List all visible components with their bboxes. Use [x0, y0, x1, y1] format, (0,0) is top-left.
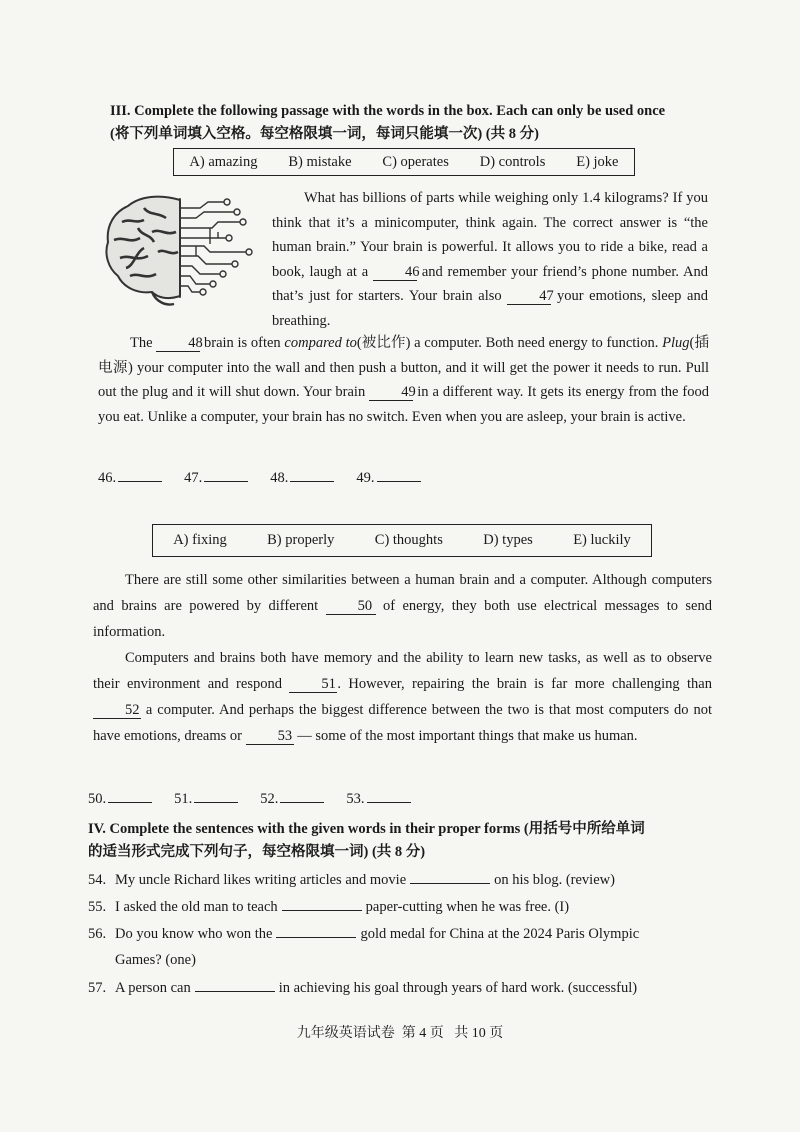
answer-slot: 48.	[270, 470, 334, 487]
answer-blank[interactable]	[276, 937, 356, 938]
answer-row-2	[88, 791, 411, 808]
section-3-title	[110, 100, 710, 146]
answer-slot: 47.	[184, 470, 248, 487]
section-4-title-en: IV. Complete the sentences with the given words in their proper forms	[88, 821, 521, 837]
word-option: D) types	[483, 532, 533, 548]
section-4-title-cn: 的适当形式完成下列句子，每空格限填一词) (共 8 分)	[88, 844, 426, 860]
answer-line[interactable]	[204, 481, 248, 482]
answer-line[interactable]	[194, 802, 238, 803]
passage-paragraph-3: There are still some other similarities between a human brain and a computer. Although computers and brains are powered by different 50 of energy, they both use electrical messages to send information.	[93, 572, 712, 640]
blank-48: 48	[156, 335, 200, 352]
answer-blank[interactable]	[410, 883, 490, 884]
page-footer: 九年级英语试卷 第 4 页 共 10 页	[296, 1026, 504, 1041]
answer-slot: 46.	[98, 470, 162, 487]
answer-blank[interactable]	[195, 991, 275, 992]
answer-slot: 51.	[174, 791, 238, 808]
passage-paragraph-1: What has billions of parts while weighing only 1.4 kilograms? If you think that it’s a minicomputer, think again. The correct answer is “the human brain.” Your brain is powerful. It allows you to ride a bike, read a book, laugh at a 46 and remember your friend’s phone number. And that’s just for starters. Your brain also 47 your emotions, sleep and breathing.	[272, 190, 708, 329]
word-option: C) thoughts	[374, 532, 443, 548]
word-box-1	[173, 148, 635, 176]
answer-line[interactable]	[377, 481, 421, 482]
answer-line[interactable]	[118, 481, 162, 482]
blank-53: 53	[246, 728, 294, 745]
answer-slot: 50.	[88, 791, 152, 808]
question-54: 54. My uncle Richard likes writing articles and movie on his blog. (review)	[88, 872, 615, 888]
blank-49: 49	[369, 384, 413, 401]
question-56: 56. Do you know who won the gold medal for China at the 2024 Paris Olympic Games? (one)	[88, 926, 640, 968]
word-option: E) luckily	[573, 532, 631, 548]
word-option: C) operates	[382, 153, 449, 170]
word-option: B) properly	[267, 532, 335, 548]
word-option: B) mistake	[288, 153, 352, 170]
answer-line[interactable]	[280, 802, 324, 803]
section-3-title-en: III. Complete the following passage with the words in the box. Each can only be used once	[110, 103, 666, 119]
answer-slot: 52.	[260, 791, 324, 808]
answer-line[interactable]	[367, 802, 411, 803]
answer-line[interactable]	[108, 802, 152, 803]
answer-row-1	[98, 470, 421, 487]
passage-paragraph-4: Computers and brains both have memory and the ability to learn new tasks, as well as to observe their environment and respond 51 . However, repairing the brain is far more challenging than 52 a computer. And perhaps the biggest difference between the two is that most computers do not have emotions, dreams or 53 — some of the most important things that make us human.	[93, 650, 712, 744]
answer-slot: 53.	[346, 791, 410, 808]
question-55: 55. I asked the old man to teach paper-cutting when he was free. (I)	[88, 899, 570, 915]
brain-illustration	[100, 192, 260, 310]
blank-47: 47	[507, 288, 551, 305]
word-option: A) fixing	[173, 532, 227, 548]
word-option: D) controls	[479, 153, 546, 170]
blank-46: 46	[373, 264, 417, 281]
question-57: 57. A person can in achieving his goal through years of hard work. (successful)	[88, 980, 638, 996]
blank-50: 50	[326, 598, 376, 615]
answer-blank[interactable]	[282, 910, 362, 911]
passage-paragraph-2: The 48 brain is often compared to(被比作) a computer. Both need energy to function. Plug(插电源) your computer into the wall and then push a button, and it will get the power it needs to run. Pull out the plug and it will shut down. Your brain 49 in a different way. It gets its energy from the food you eat. Unlike a computer, your brain has no switch. Even when you are asleep, your brain is active.	[98, 335, 709, 425]
section-3-title-cn: (将下列单词填入空格。每空格限填一词，每词只能填一次) (共 8 分)	[110, 126, 539, 142]
word-option: E) joke	[576, 153, 619, 170]
answer-line[interactable]	[290, 481, 334, 482]
word-option: A) amazing	[189, 153, 258, 170]
answer-slot: 49.	[356, 470, 420, 487]
blank-52: 52	[93, 702, 141, 719]
blank-51: 51	[289, 676, 337, 693]
word-box-2	[152, 524, 652, 557]
section-4-title: IV. Complete the sentences with the given words in their proper forms (用括号中所给单词 的适当形式完成下列句子，每空格限填一词) (共 8 分)	[88, 818, 728, 864]
